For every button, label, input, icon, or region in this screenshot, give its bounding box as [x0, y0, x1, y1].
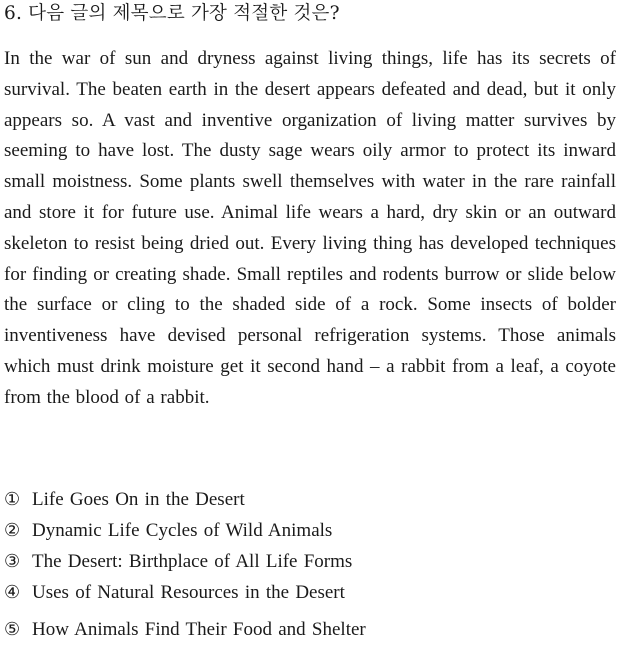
option-3-marker: ③	[4, 551, 21, 572]
option-1-marker: ①	[4, 489, 21, 510]
answer-options	[4, 484, 366, 645]
option-5-marker: ⑤	[4, 619, 21, 640]
option-4-marker: ④	[4, 582, 21, 603]
question-heading	[4, 2, 340, 26]
question-number: 6.	[4, 3, 23, 24]
question-prompt: 다음 글의 제목으로 가장 적절한 것은?	[28, 3, 340, 24]
passage-text: In the war of sun and dryness against living things, life has its secrets of survival. The beaten earth in the desert appears defeated and dead, but it only appears so. A vast and inventive organization of living matter survives by seeming to have lost. The dusty sage wears oily armor to protect its inward small moistness. Some plants swell themselves with water in the rare rainfall and store it for future use. Animal life wears a hard, dry skin or an outward skeleton to resist being dried out. Every living thing has developed techniques for finding or creating shade. Small reptiles and rodents burrow or slide below the surface or cling to the shaded side of a rock. Some insects of bolder inventiveness have devised personal refrigeration systems. Those animals which must drink moisture get it second hand – a rabbit from a leaf, a coyote from the blood of a rabbit.	[4, 48, 616, 408]
option-4-text: Uses of Natural Resources in the Desert	[32, 582, 345, 603]
answer-option-1[interactable]	[4, 484, 366, 515]
answer-option-2[interactable]	[4, 515, 366, 546]
option-2-text: Dynamic Life Cycles of Wild Animals	[32, 520, 333, 541]
answer-option-4[interactable]	[4, 577, 366, 608]
option-3-text: The Desert: Birthplace of All Life Forms	[32, 551, 353, 572]
option-1-text: Life Goes On in the Desert	[32, 489, 245, 510]
option-2-marker: ②	[4, 520, 21, 541]
answer-option-5[interactable]	[4, 614, 366, 645]
answer-option-3[interactable]	[4, 546, 366, 577]
option-5-text: How Animals Find Their Food and Shelter	[32, 619, 366, 640]
